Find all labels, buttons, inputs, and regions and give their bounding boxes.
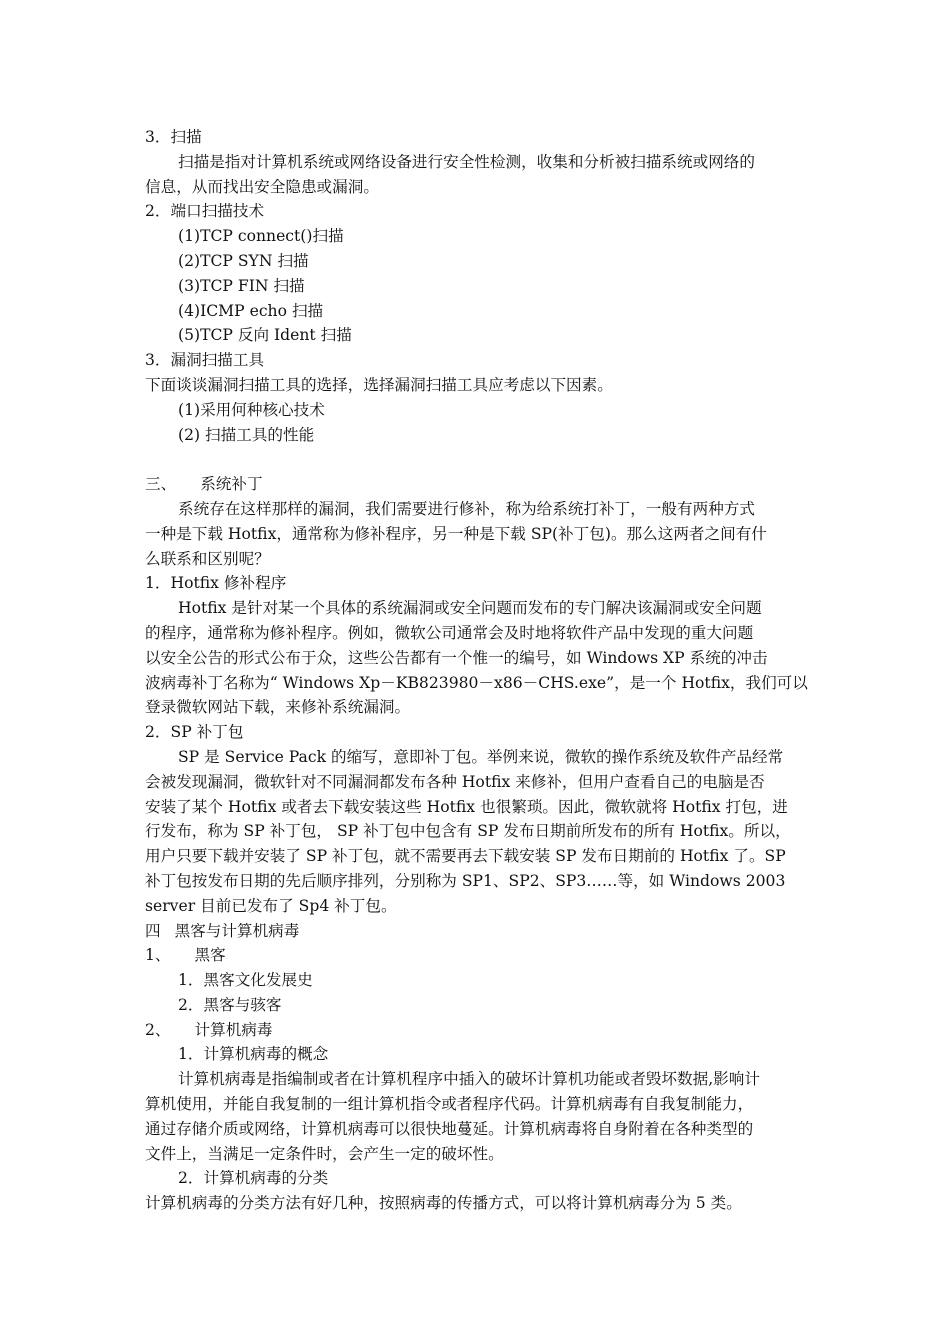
section-heading-patches <box>145 472 817 497</box>
paragraph-line: 系统存在这样那样的漏洞，我们需要进行修补，称为给系统打补丁，一般有两种方式 <box>178 499 755 518</box>
paragraph-line: 一种是下载 Hotfix，通常称为修补程序，另一种是下载 SP(补丁包)。那么这两者之间有什 <box>145 524 767 543</box>
heading-service-pack: 2．SP 补丁包 <box>145 723 244 742</box>
heading-scan: 3．扫描 <box>145 128 202 146</box>
list-item: 2．黑客与骇客 <box>178 995 282 1014</box>
paragraph-line: 会被发现漏洞，微软针对不同漏洞都发布各种 Hotfix 来修补，但用户查看自己的电脑是否 <box>145 772 765 791</box>
paragraph-line: 下面谈谈漏洞扫描工具的选择，选择漏洞扫描工具应考虑以下因素。 <box>145 375 613 394</box>
blank-line <box>145 447 817 472</box>
paragraph-line: 以安全公告的形式公布于众，这些公告都有一个惟一的编号，如 Windows XP 系统的冲击 <box>145 648 768 667</box>
paragraph-line: SP 是 Service Pack 的缩写，意即补丁包。举例来说，微软的操作系统及软件产品经常 <box>178 747 784 766</box>
section-heading-hackers-viruses <box>145 919 817 944</box>
section-number: 三、 <box>145 475 177 494</box>
paragraph-line: 登录微软网站下载，来修补系统漏洞。 <box>145 698 411 717</box>
paragraph-line: 用户只要下载并安装了 SP 补丁包，就不需要再去下载安装 SP 发布日期前的 Hotfix 了。SP <box>145 847 786 866</box>
heading-vuln-scan-tools: 3．漏洞扫描工具 <box>145 351 265 370</box>
subsection-title: 计算机病毒 <box>194 1020 273 1039</box>
list-item: 2．计算机病毒的分类 <box>178 1169 329 1188</box>
list-item: (4)ICMP echo 扫描 <box>178 301 324 320</box>
section-title: 系统补丁 <box>200 475 263 494</box>
list-item: (2)TCP SYN 扫描 <box>178 251 309 270</box>
paragraph-line: 文件上，当满足一定条件时，会产生一定的破坏性。 <box>145 1144 504 1163</box>
list-item: (1)TCP connect()扫描 <box>178 227 344 246</box>
paragraph-line: 么联系和区别呢？ <box>145 549 270 568</box>
paragraph-line: 波病毒补丁名称为“ Windows Xp－KB823980－x86－CHS.exe”，是一个 Hotfix，我们可以 <box>145 673 808 692</box>
section-title: 黑客与计算机病毒 <box>174 921 300 940</box>
list-item: (5)TCP 反向 Ident 扫描 <box>178 326 352 345</box>
paragraph-line: 扫描是指对计算机系统或网络设备进行安全性检测，收集和分析被扫描系统或网络的 <box>178 152 755 171</box>
paragraph-line: 安装了某个 Hotfix 或者去下载安装这些 Hotfix 也很繁琐。因此，微软就将 Hotfix 打包，进 <box>145 797 788 816</box>
subsection-heading-viruses <box>145 1018 817 1043</box>
paragraph-line: 计算机病毒是指编制或者在计算机程序中插入的破坏计算机功能或者毁坏数据,影响计 <box>178 1070 760 1089</box>
paragraph-line: 算机使用，并能自我复制的一组计算机指令或者程序代码。计算机病毒有自我复制能力， <box>145 1095 754 1114</box>
paragraph-line: Hotfix 是针对某一个具体的系统漏洞或安全问题而发布的专门解决该漏洞或安全问题 <box>178 599 762 618</box>
paragraph-line: 行发布，称为 SP 补丁包， SP 补丁包中包含有 SP 发布日期前所发布的所有 Hotfix。所以， <box>145 822 791 841</box>
list-item: 1．计算机病毒的概念 <box>178 1045 329 1064</box>
heading-hotfix: 1．Hotfix 修补程序 <box>145 574 287 593</box>
paragraph-line: 补丁包按发布日期的先后顺序排列，分别称为 SP1、SP2、SP3……等，如 Windows 2003 <box>145 871 786 890</box>
list-item: (3)TCP FIN 扫描 <box>178 276 305 295</box>
subsection-number: 2、 <box>145 1020 171 1039</box>
paragraph-line: server 目前已发布了 Sp4 补丁包。 <box>145 896 397 915</box>
list-item: 1．黑客文化发展史 <box>178 971 313 990</box>
paragraph-line: 计算机病毒的分类方法有好几种，按照病毒的传播方式，可以将计算机病毒分为 5 类。 <box>145 1194 742 1213</box>
list-item: (1)采用何种核心技术 <box>178 400 325 419</box>
paragraph-line: 的程序，通常称为修补程序。例如，微软公司通常会及时地将软件产品中发现的重大问题 <box>145 623 754 642</box>
paragraph-line: 通过存储介质或网络，计算机病毒可以很快地蔓延。计算机病毒将自身附着在各种类型的 <box>145 1119 754 1138</box>
document-body <box>145 125 817 1216</box>
subsection-number: 1、 <box>145 946 171 965</box>
subsection-title: 黑客 <box>194 946 226 965</box>
heading-port-scan: 2．端口扫描技术 <box>145 202 265 221</box>
list-item: (2) 扫描工具的性能 <box>178 425 315 444</box>
subsection-heading-hackers <box>145 943 817 968</box>
paragraph-line: 信息，从而找出安全隐患或漏洞。 <box>145 177 379 196</box>
section-number: 四 <box>145 921 161 940</box>
